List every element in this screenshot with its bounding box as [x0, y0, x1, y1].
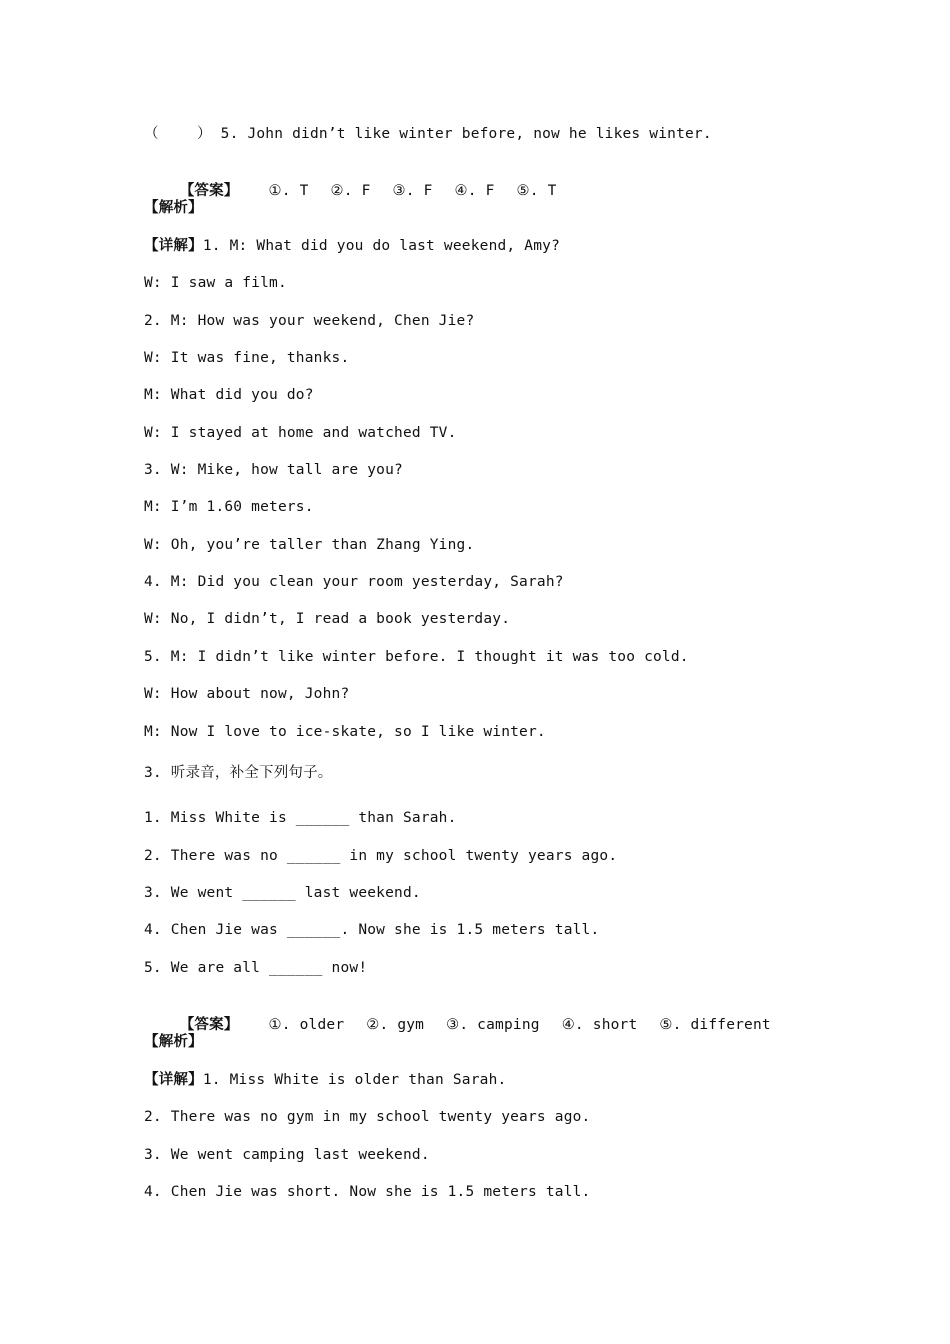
- transcript-line: 5. M: I didn’t like winter before. I thought it was too cold.: [144, 649, 689, 665]
- transcript-line: W: I saw a film.: [144, 275, 287, 291]
- transcript-line: W: No, I didn’t, I read a book yesterday.: [144, 611, 511, 627]
- analysis-label: 【解析】: [144, 200, 203, 216]
- detail-sentence: 1. Miss White is older than Sarah.: [202, 1072, 507, 1088]
- answer-item: ①. older: [268, 1017, 345, 1033]
- detail-label: 【详解】: [144, 1072, 203, 1088]
- answer-item: ③. camping: [446, 1017, 540, 1033]
- fill-question: 4. Chen Jie was ______. Now she is 1.5 meters tall.: [144, 922, 600, 938]
- transcript-line: 4. M: Did you clean your room yesterday, Sarah?: [144, 574, 564, 590]
- fill-question: 2. There was no ______ in my school twenty years ago.: [144, 848, 618, 864]
- section-heading: 3. 听录音，补全下列句子。: [144, 765, 333, 781]
- detail-line: [144, 236, 560, 256]
- transcript-line: 2. M: How was your weekend, Chen Jie?: [144, 313, 475, 329]
- detail-label: 【详解】: [144, 238, 203, 254]
- detail-line: [144, 1070, 506, 1090]
- transcript-line: M: I’m 1.60 meters.: [144, 499, 314, 515]
- detail-sentence: 4. Chen Jie was short. Now she is 1.5 meters tall.: [144, 1184, 591, 1200]
- transcript-line: M: Now I love to ice-skate, so I like winter.: [144, 724, 546, 740]
- answer-label: 【答案】: [179, 1017, 239, 1033]
- transcript-line: 3. W: Mike, how tall are you?: [144, 462, 403, 478]
- answer-item: ③. F: [392, 183, 433, 199]
- transcript-line: W: Oh, you’re taller than Zhang Ying.: [144, 537, 475, 553]
- answer-row-1: [144, 161, 579, 221]
- answer-item: ④. F: [454, 183, 495, 199]
- answer-item: ⑤. T: [516, 183, 557, 199]
- analysis-label: 【解析】: [144, 1034, 203, 1050]
- answer-item: ②. gym: [366, 1017, 425, 1033]
- fill-question: 3. We went ______ last weekend.: [144, 885, 421, 901]
- detail-sentence: 3. We went camping last weekend.: [144, 1147, 430, 1163]
- answer-item: ①. T: [268, 183, 309, 199]
- transcript-line: W: I stayed at home and watched TV.: [144, 425, 457, 441]
- fill-question: 1. Miss White is ______ than Sarah.: [144, 810, 457, 826]
- answer-label: 【答案】: [179, 183, 239, 199]
- transcript-line: W: It was fine, thanks.: [144, 350, 350, 366]
- answer-item: ⑤. different: [659, 1017, 771, 1033]
- transcript-line: M: What did you do?: [144, 387, 314, 403]
- question-5: （ ） 5. John didn’t like winter before, now he likes winter.: [144, 126, 712, 142]
- transcript-line: 1. M: What did you do last weekend, Amy?: [202, 238, 561, 254]
- detail-sentence: 2. There was no gym in my school twenty years ago.: [144, 1109, 591, 1125]
- answer-row-2: [144, 995, 793, 1055]
- answer-item: ②. F: [330, 183, 371, 199]
- transcript-line: W: How about now, John?: [144, 686, 350, 702]
- answer-item: ④. short: [561, 1017, 638, 1033]
- fill-question: 5. We are all ______ now!: [144, 960, 368, 976]
